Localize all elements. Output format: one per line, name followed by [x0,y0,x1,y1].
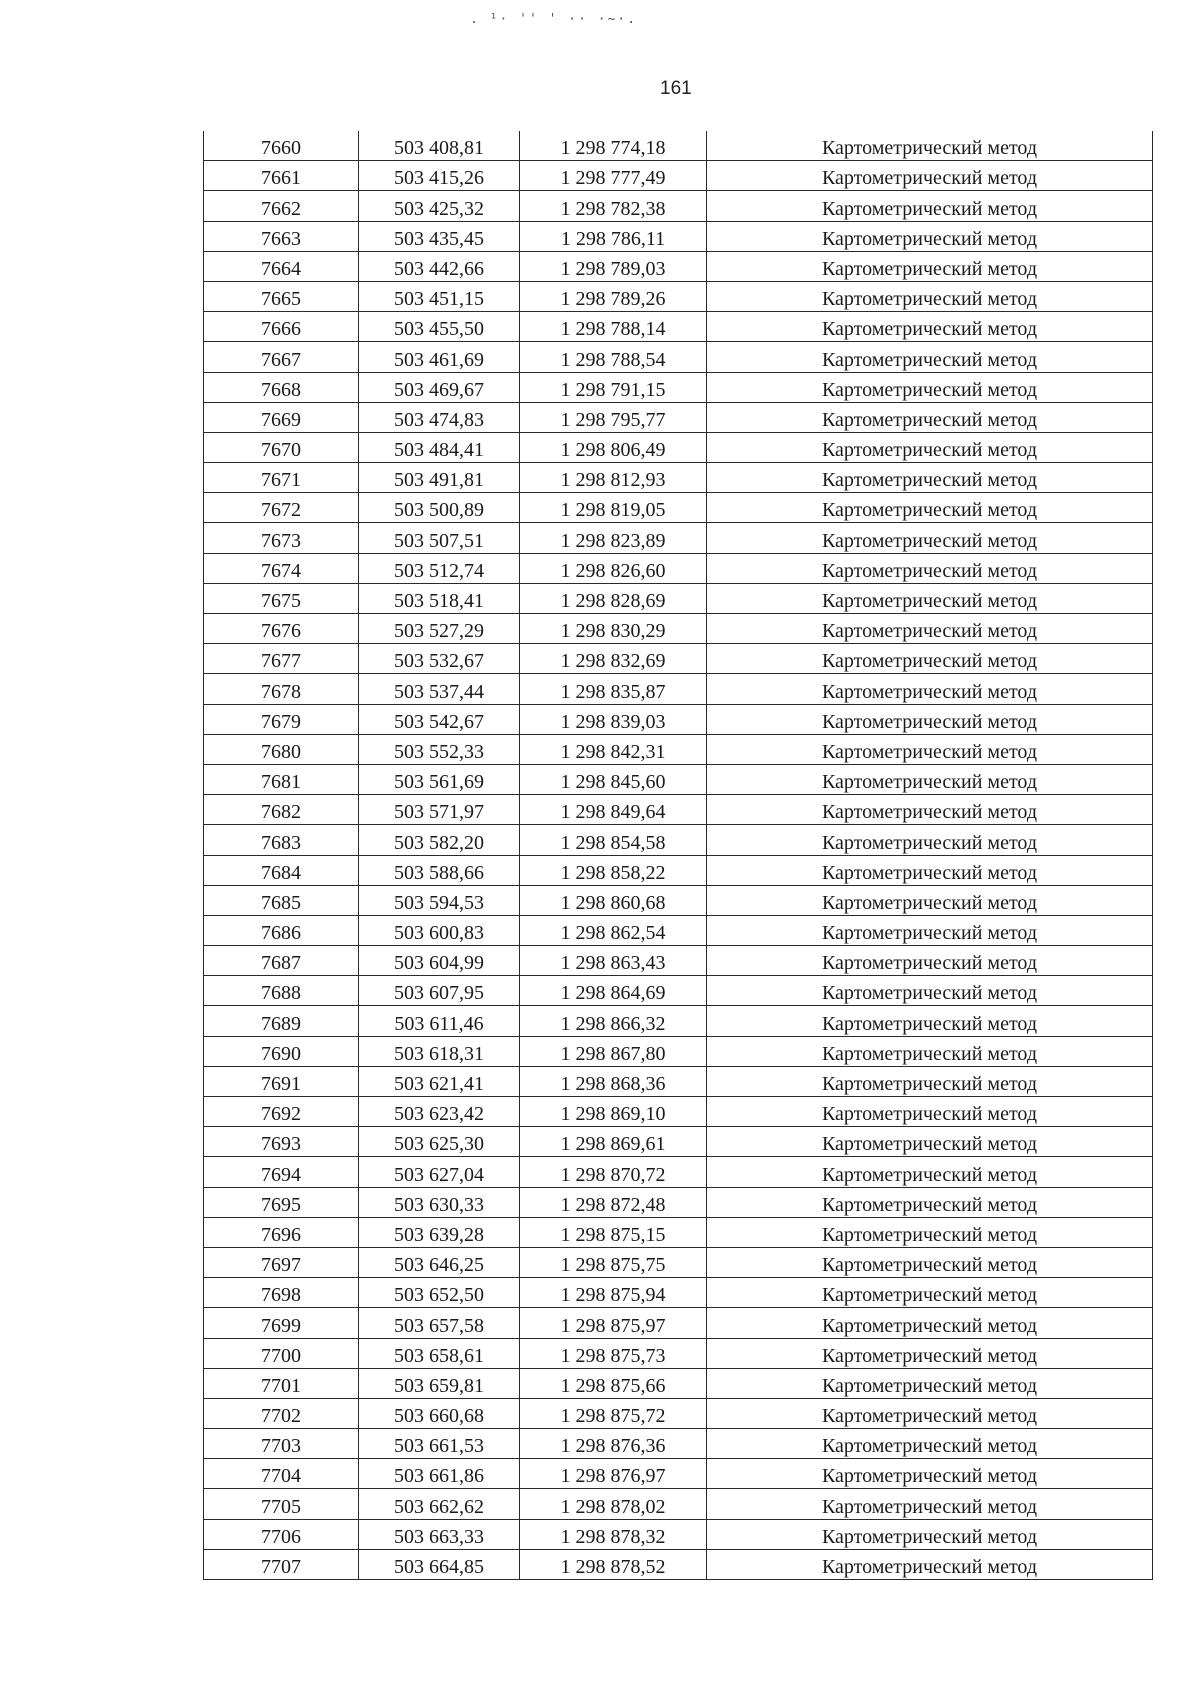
method-cell: Картометрический метод [707,1368,1153,1398]
table-row [204,1278,1153,1308]
table-row [204,1368,1153,1398]
table-row [204,1097,1153,1127]
point-number-cell: 7668 [204,372,359,402]
table-row [204,372,1153,402]
x-coordinate-cell: 503 652,50 [359,1278,520,1308]
method-cell: Картометрический метод [707,704,1153,734]
method-cell: Картометрический метод [707,251,1153,281]
x-coordinate-cell: 503 604,99 [359,946,520,976]
point-number-cell: 7670 [204,432,359,462]
point-number-cell: 7667 [204,342,359,372]
method-cell: Картометрический метод [707,674,1153,704]
point-number-cell: 7663 [204,221,359,251]
y-coordinate-cell: 1 298 878,32 [520,1519,707,1549]
table-row [204,402,1153,432]
table-row [204,342,1153,372]
table-row [204,1549,1153,1579]
table-row [204,1187,1153,1217]
x-coordinate-cell: 503 607,95 [359,976,520,1006]
y-coordinate-cell: 1 298 876,97 [520,1459,707,1489]
point-number-cell: 7691 [204,1066,359,1096]
method-cell: Картометрический метод [707,312,1153,342]
table-row [204,161,1153,191]
method-cell: Картометрический метод [707,885,1153,915]
y-coordinate-cell: 1 298 869,10 [520,1097,707,1127]
x-coordinate-cell: 503 661,53 [359,1429,520,1459]
y-coordinate-cell: 1 298 845,60 [520,764,707,794]
x-coordinate-cell: 503 621,41 [359,1066,520,1096]
table-row [204,1489,1153,1519]
method-cell: Картометрический метод [707,1036,1153,1066]
x-coordinate-cell: 503 661,86 [359,1459,520,1489]
y-coordinate-cell: 1 298 860,68 [520,885,707,915]
x-coordinate-cell: 503 623,42 [359,1097,520,1127]
point-number-cell: 7687 [204,946,359,976]
point-number-cell: 7682 [204,795,359,825]
method-cell: Картометрический метод [707,1519,1153,1549]
method-cell: Картометрический метод [707,915,1153,945]
method-cell: Картометрический метод [707,1157,1153,1187]
table-row [204,191,1153,221]
point-number-cell: 7701 [204,1368,359,1398]
method-cell: Картометрический метод [707,644,1153,674]
x-coordinate-cell: 503 415,26 [359,161,520,191]
point-number-cell: 7689 [204,1006,359,1036]
point-number-cell: 7674 [204,553,359,583]
method-cell: Картометрический метод [707,734,1153,764]
table-row [204,583,1153,613]
method-cell: Картометрический метод [707,1489,1153,1519]
point-number-cell: 7699 [204,1308,359,1338]
method-cell: Картометрический метод [707,1459,1153,1489]
method-cell: Картометрический метод [707,764,1153,794]
x-coordinate-cell: 503 618,31 [359,1036,520,1066]
y-coordinate-cell: 1 298 849,64 [520,795,707,825]
x-coordinate-cell: 503 532,67 [359,644,520,674]
method-cell: Картометрический метод [707,493,1153,523]
table-row [204,493,1153,523]
table-row [204,795,1153,825]
x-coordinate-cell: 503 600,83 [359,915,520,945]
point-number-cell: 7698 [204,1278,359,1308]
y-coordinate-cell: 1 298 869,61 [520,1127,707,1157]
scan-artifact: . ¹· '' ' ·· ·~·. [470,12,638,27]
method-cell: Картометрический метод [707,221,1153,251]
table-row [204,523,1153,553]
point-number-cell: 7688 [204,976,359,1006]
method-cell: Картометрический метод [707,432,1153,462]
y-coordinate-cell: 1 298 875,97 [520,1308,707,1338]
point-number-cell: 7683 [204,825,359,855]
table-row [204,1127,1153,1157]
method-cell: Картометрический метод [707,1308,1153,1338]
method-cell: Картометрический метод [707,1338,1153,1368]
x-coordinate-cell: 503 542,67 [359,704,520,734]
x-coordinate-cell: 503 469,67 [359,372,520,402]
y-coordinate-cell: 1 298 876,36 [520,1429,707,1459]
point-number-cell: 7694 [204,1157,359,1187]
table-row [204,221,1153,251]
x-coordinate-cell: 503 657,58 [359,1308,520,1338]
y-coordinate-cell: 1 298 875,94 [520,1278,707,1308]
x-coordinate-cell: 503 630,33 [359,1187,520,1217]
x-coordinate-cell: 503 500,89 [359,493,520,523]
method-cell: Картометрический метод [707,1429,1153,1459]
table-row [204,1459,1153,1489]
y-coordinate-cell: 1 298 875,15 [520,1217,707,1247]
method-cell: Картометрический метод [707,583,1153,613]
point-number-cell: 7664 [204,251,359,281]
x-coordinate-cell: 503 435,45 [359,221,520,251]
point-number-cell: 7676 [204,614,359,644]
method-cell: Картометрический метод [707,191,1153,221]
x-coordinate-cell: 503 594,53 [359,885,520,915]
method-cell: Картометрический метод [707,976,1153,1006]
method-cell: Картометрический метод [707,553,1153,583]
y-coordinate-cell: 1 298 875,72 [520,1398,707,1428]
y-coordinate-cell: 1 298 875,73 [520,1338,707,1368]
x-coordinate-cell: 503 442,66 [359,251,520,281]
table-row [204,915,1153,945]
point-number-cell: 7703 [204,1429,359,1459]
method-cell: Картометрический метод [707,1549,1153,1579]
table-row [204,1398,1153,1428]
method-cell: Картометрический метод [707,825,1153,855]
point-number-cell: 7692 [204,1097,359,1127]
y-coordinate-cell: 1 298 828,69 [520,583,707,613]
method-cell: Картометрический метод [707,342,1153,372]
point-number-cell: 7697 [204,1247,359,1277]
method-cell: Картометрический метод [707,946,1153,976]
y-coordinate-cell: 1 298 782,38 [520,191,707,221]
y-coordinate-cell: 1 298 872,48 [520,1187,707,1217]
y-coordinate-cell: 1 298 842,31 [520,734,707,764]
x-coordinate-cell: 503 571,97 [359,795,520,825]
x-coordinate-cell: 503 518,41 [359,583,520,613]
coordinates-table [203,131,1153,1580]
table-row [204,463,1153,493]
y-coordinate-cell: 1 298 858,22 [520,855,707,885]
y-coordinate-cell: 1 298 789,26 [520,281,707,311]
point-number-cell: 7690 [204,1036,359,1066]
x-coordinate-cell: 503 611,46 [359,1006,520,1036]
y-coordinate-cell: 1 298 788,54 [520,342,707,372]
table-row [204,1217,1153,1247]
x-coordinate-cell: 503 484,41 [359,432,520,462]
point-number-cell: 7700 [204,1338,359,1368]
x-coordinate-cell: 503 408,81 [359,131,520,161]
y-coordinate-cell: 1 298 868,36 [520,1066,707,1096]
method-cell: Картометрический метод [707,1127,1153,1157]
y-coordinate-cell: 1 298 854,58 [520,825,707,855]
y-coordinate-cell: 1 298 863,43 [520,946,707,976]
point-number-cell: 7706 [204,1519,359,1549]
table-row [204,644,1153,674]
x-coordinate-cell: 503 561,69 [359,764,520,794]
table-row [204,312,1153,342]
x-coordinate-cell: 503 664,85 [359,1549,520,1579]
point-number-cell: 7679 [204,704,359,734]
table-row [204,1519,1153,1549]
x-coordinate-cell: 503 658,61 [359,1338,520,1368]
y-coordinate-cell: 1 298 786,11 [520,221,707,251]
x-coordinate-cell: 503 660,68 [359,1398,520,1428]
point-number-cell: 7660 [204,131,359,161]
y-coordinate-cell: 1 298 878,52 [520,1549,707,1579]
x-coordinate-cell: 503 627,04 [359,1157,520,1187]
point-number-cell: 7661 [204,161,359,191]
table-row [204,825,1153,855]
point-number-cell: 7680 [204,734,359,764]
x-coordinate-cell: 503 537,44 [359,674,520,704]
method-cell: Картометрический метод [707,1398,1153,1428]
x-coordinate-cell: 503 512,74 [359,553,520,583]
table-row [204,1006,1153,1036]
method-cell: Картометрический метод [707,1187,1153,1217]
x-coordinate-cell: 503 662,62 [359,1489,520,1519]
table-row [204,1036,1153,1066]
point-number-cell: 7686 [204,915,359,945]
point-number-cell: 7704 [204,1459,359,1489]
method-cell: Картометрический метод [707,281,1153,311]
table-row [204,1429,1153,1459]
x-coordinate-cell: 503 507,51 [359,523,520,553]
y-coordinate-cell: 1 298 878,02 [520,1489,707,1519]
method-cell: Картометрический метод [707,1247,1153,1277]
y-coordinate-cell: 1 298 791,15 [520,372,707,402]
y-coordinate-cell: 1 298 864,69 [520,976,707,1006]
point-number-cell: 7678 [204,674,359,704]
y-coordinate-cell: 1 298 835,87 [520,674,707,704]
point-number-cell: 7696 [204,1217,359,1247]
table-row [204,614,1153,644]
method-cell: Картометрический метод [707,523,1153,553]
y-coordinate-cell: 1 298 812,93 [520,463,707,493]
x-coordinate-cell: 503 527,29 [359,614,520,644]
point-number-cell: 7673 [204,523,359,553]
table-row [204,764,1153,794]
x-coordinate-cell: 503 639,28 [359,1217,520,1247]
method-cell: Картометрический метод [707,1278,1153,1308]
y-coordinate-cell: 1 298 826,60 [520,553,707,583]
point-number-cell: 7707 [204,1549,359,1579]
method-cell: Картометрический метод [707,372,1153,402]
method-cell: Картометрический метод [707,131,1153,161]
x-coordinate-cell: 503 491,81 [359,463,520,493]
x-coordinate-cell: 503 646,25 [359,1247,520,1277]
x-coordinate-cell: 503 451,15 [359,281,520,311]
point-number-cell: 7665 [204,281,359,311]
page-number: 161 [660,78,692,99]
x-coordinate-cell: 503 663,33 [359,1519,520,1549]
method-cell: Картометрический метод [707,1066,1153,1096]
x-coordinate-cell: 503 659,81 [359,1368,520,1398]
point-number-cell: 7662 [204,191,359,221]
point-number-cell: 7672 [204,493,359,523]
method-cell: Картометрический метод [707,614,1153,644]
point-number-cell: 7684 [204,855,359,885]
table-row [204,976,1153,1006]
table-row [204,855,1153,885]
point-number-cell: 7677 [204,644,359,674]
y-coordinate-cell: 1 298 777,49 [520,161,707,191]
y-coordinate-cell: 1 298 875,75 [520,1247,707,1277]
x-coordinate-cell: 503 474,83 [359,402,520,432]
table-row [204,553,1153,583]
coordinates-table-body [204,131,1153,1580]
table-row [204,734,1153,764]
method-cell: Картометрический метод [707,1006,1153,1036]
point-number-cell: 7671 [204,463,359,493]
table-row [204,432,1153,462]
x-coordinate-cell: 503 582,20 [359,825,520,855]
y-coordinate-cell: 1 298 839,03 [520,704,707,734]
table-row [204,946,1153,976]
x-coordinate-cell: 503 625,30 [359,1127,520,1157]
y-coordinate-cell: 1 298 866,32 [520,1006,707,1036]
y-coordinate-cell: 1 298 788,14 [520,312,707,342]
point-number-cell: 7695 [204,1187,359,1217]
point-number-cell: 7666 [204,312,359,342]
y-coordinate-cell: 1 298 875,66 [520,1368,707,1398]
table-row [204,1066,1153,1096]
table-row [204,131,1153,161]
table-row [204,885,1153,915]
y-coordinate-cell: 1 298 806,49 [520,432,707,462]
table-row [204,704,1153,734]
table-row [204,674,1153,704]
x-coordinate-cell: 503 588,66 [359,855,520,885]
y-coordinate-cell: 1 298 862,54 [520,915,707,945]
x-coordinate-cell: 503 425,32 [359,191,520,221]
method-cell: Картометрический метод [707,463,1153,493]
y-coordinate-cell: 1 298 795,77 [520,402,707,432]
method-cell: Картометрический метод [707,1097,1153,1127]
point-number-cell: 7685 [204,885,359,915]
method-cell: Картометрический метод [707,1217,1153,1247]
point-number-cell: 7702 [204,1398,359,1428]
y-coordinate-cell: 1 298 774,18 [520,131,707,161]
y-coordinate-cell: 1 298 832,69 [520,644,707,674]
point-number-cell: 7675 [204,583,359,613]
point-number-cell: 7681 [204,764,359,794]
y-coordinate-cell: 1 298 870,72 [520,1157,707,1187]
y-coordinate-cell: 1 298 823,89 [520,523,707,553]
table-row [204,1157,1153,1187]
table-row [204,251,1153,281]
table-row [204,1247,1153,1277]
y-coordinate-cell: 1 298 830,29 [520,614,707,644]
table-row [204,281,1153,311]
method-cell: Картометрический метод [707,795,1153,825]
x-coordinate-cell: 503 552,33 [359,734,520,764]
method-cell: Картометрический метод [707,402,1153,432]
method-cell: Картометрический метод [707,855,1153,885]
y-coordinate-cell: 1 298 819,05 [520,493,707,523]
point-number-cell: 7693 [204,1127,359,1157]
table-row [204,1338,1153,1368]
y-coordinate-cell: 1 298 789,03 [520,251,707,281]
x-coordinate-cell: 503 455,50 [359,312,520,342]
y-coordinate-cell: 1 298 867,80 [520,1036,707,1066]
point-number-cell: 7705 [204,1489,359,1519]
table-row [204,1308,1153,1338]
method-cell: Картометрический метод [707,161,1153,191]
x-coordinate-cell: 503 461,69 [359,342,520,372]
point-number-cell: 7669 [204,402,359,432]
